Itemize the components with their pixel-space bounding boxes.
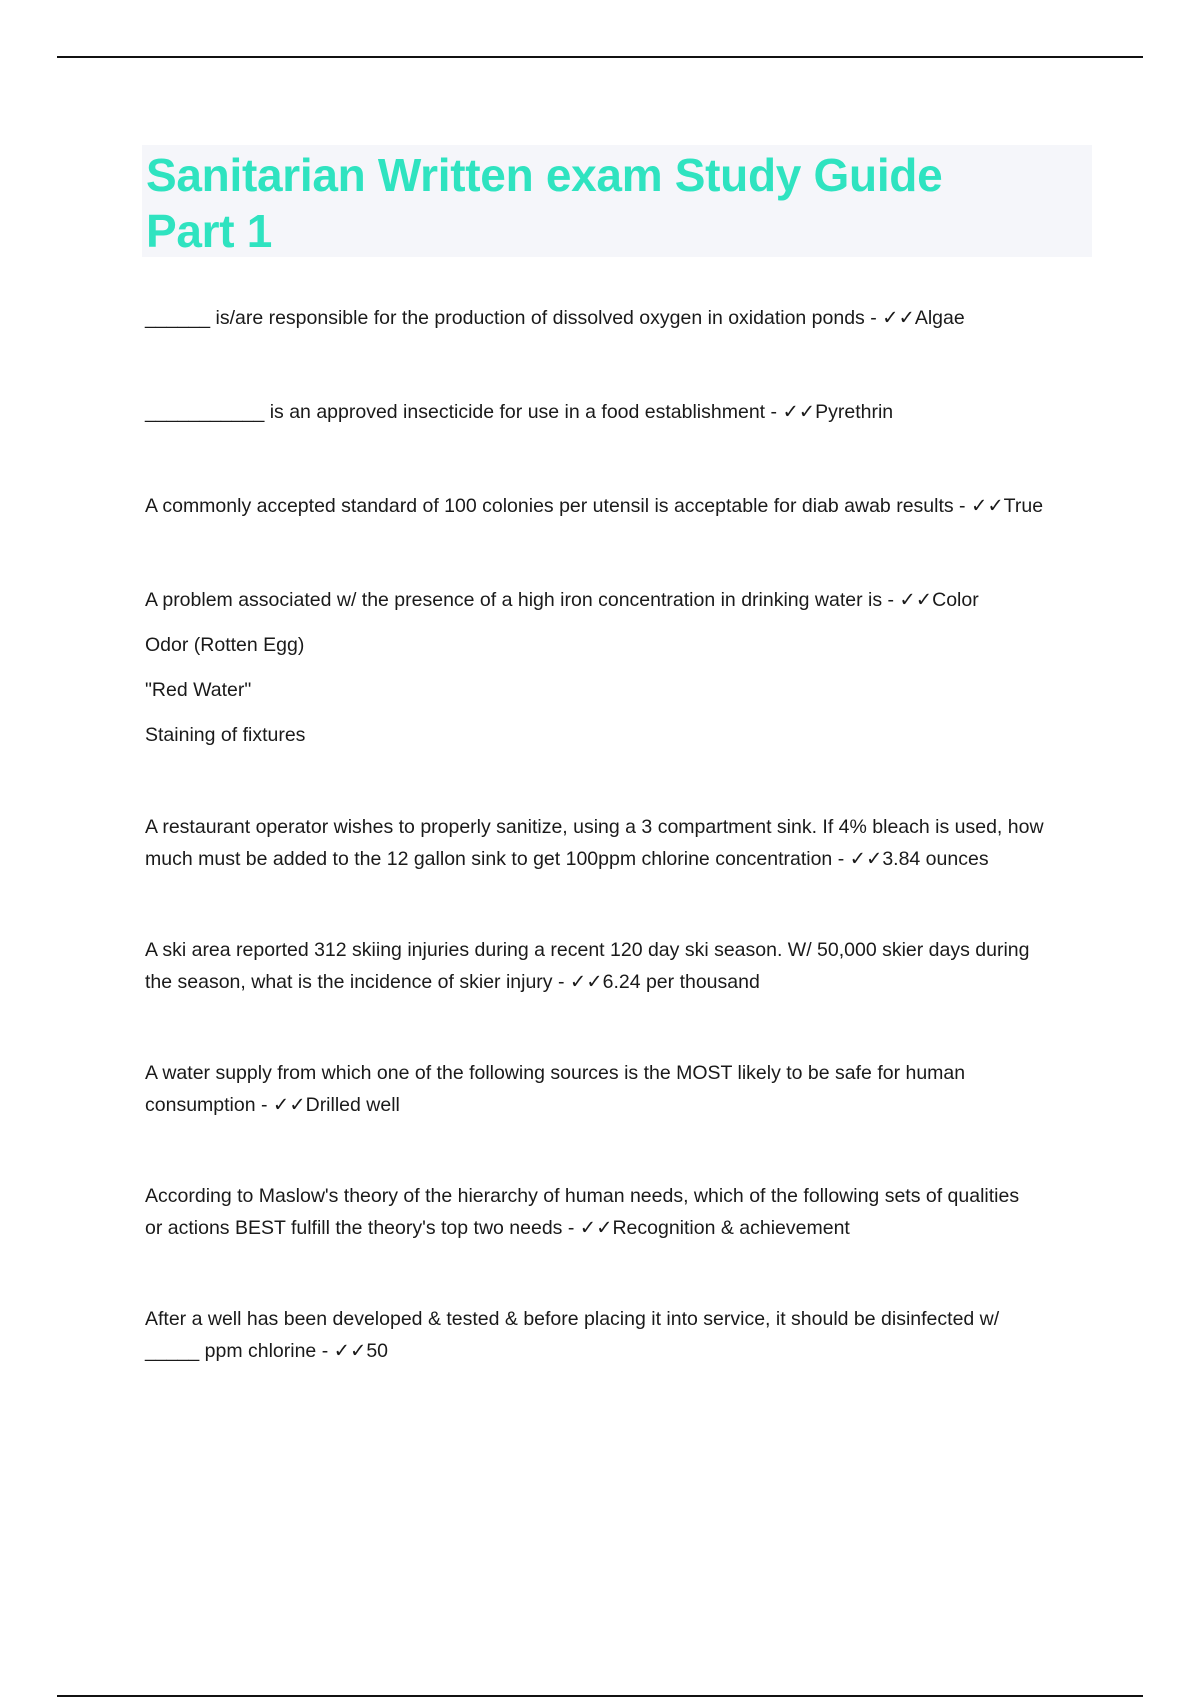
separator: - — [864, 307, 883, 329]
question-line-2 — [145, 1335, 1085, 1367]
question-line-1: According to Maslow's theory of the hierarchy of human needs, which of the following sets of qualities — [145, 1185, 1020, 1207]
question: much must be added to the 12 gallon sink to get 100ppm chlorine concentration — [145, 848, 833, 870]
separator: - — [255, 1094, 273, 1116]
qa-item-7 — [145, 1057, 1085, 1121]
extra-answer: Staining of fixtures — [145, 724, 306, 746]
check-mark-icon: ✓✓ — [899, 589, 933, 611]
question: ______ is/are responsible for the production of dissolved oxygen in oxidation ponds — [145, 307, 865, 329]
extra-answer: "Red Water" — [145, 679, 252, 701]
question: ___________ is an approved insecticide for use in a food establishment — [145, 401, 766, 423]
check-mark-icon: ✓✓ — [782, 401, 816, 423]
separator: - — [832, 848, 850, 870]
question: consumption — [145, 1094, 256, 1116]
document-title — [142, 145, 1092, 259]
answer: 6.24 per thousand — [602, 971, 760, 993]
answer: Pyrethrin — [815, 401, 894, 423]
check-mark-icon: ✓✓ — [970, 495, 1004, 517]
question: _____ ppm chlorine — [145, 1340, 317, 1362]
qa-item-1 — [145, 302, 1085, 334]
qa-item-3 — [145, 490, 1085, 522]
qa-item-5 — [145, 811, 1085, 875]
title-line-2: Part 1 — [146, 205, 273, 257]
check-mark-icon: ✓✓ — [579, 1217, 613, 1239]
answer: True — [1003, 495, 1044, 517]
separator: - — [765, 401, 783, 423]
answer: 50 — [366, 1340, 389, 1362]
question-line-2 — [145, 843, 1085, 875]
question: A problem associated w/ the presence of a high iron concentration in drinking water is — [145, 589, 883, 611]
question-line-2 — [145, 1212, 1085, 1244]
question-line-1: A water supply from which one of the following sources is the MOST likely to be safe for human — [145, 1062, 966, 1084]
separator: - — [552, 971, 570, 993]
bottom-rule — [57, 1695, 1143, 1697]
question-line-1: After a well has been developed & tested & before placing it into service, it should be disinfected w/ — [145, 1308, 1000, 1330]
question-line — [145, 584, 1085, 616]
top-rule — [57, 56, 1143, 58]
check-mark-icon: ✓✓ — [272, 1094, 306, 1116]
qa-item-9 — [145, 1303, 1085, 1367]
title-line-1: Sanitarian Written exam Study Guide — [146, 149, 943, 201]
question: or actions BEST fulfill the theory's top two needs — [145, 1217, 563, 1239]
check-mark-icon: ✓✓ — [333, 1340, 367, 1362]
qa-item-2 — [145, 396, 1085, 428]
title-banner — [142, 145, 1092, 257]
answer: Algae — [914, 307, 965, 329]
question: the season, what is the incidence of skier injury — [145, 971, 553, 993]
question-line-2 — [145, 1089, 1085, 1121]
separator: - — [316, 1340, 334, 1362]
qa-item-8 — [145, 1180, 1085, 1244]
separator: - — [953, 495, 971, 517]
separator: - — [882, 589, 900, 611]
answer: Recognition & achievement — [612, 1217, 850, 1239]
qa-item-6 — [145, 934, 1085, 998]
extra-answer: Odor (Rotten Egg) — [145, 634, 305, 656]
answer: Color — [932, 589, 979, 611]
check-mark-icon: ✓✓ — [849, 848, 883, 870]
question: A commonly accepted standard of 100 colonies per utensil is acceptable for diab awab results — [145, 495, 954, 517]
separator: - — [562, 1217, 580, 1239]
question-line-2 — [145, 966, 1085, 998]
question-line-1: A ski area reported 312 skiing injuries during a recent 120 day ski season. W/ 50,000 skier days during — [145, 939, 1030, 961]
question-line-1: A restaurant operator wishes to properly sanitize, using a 3 compartment sink. If 4% bleach is used, how — [145, 816, 1044, 838]
answer: 3.84 ounces — [882, 848, 989, 870]
check-mark-icon: ✓✓ — [882, 307, 915, 329]
check-mark-icon: ✓✓ — [569, 971, 603, 993]
qa-item-4 — [145, 584, 1085, 751]
answer: Drilled well — [305, 1094, 400, 1116]
